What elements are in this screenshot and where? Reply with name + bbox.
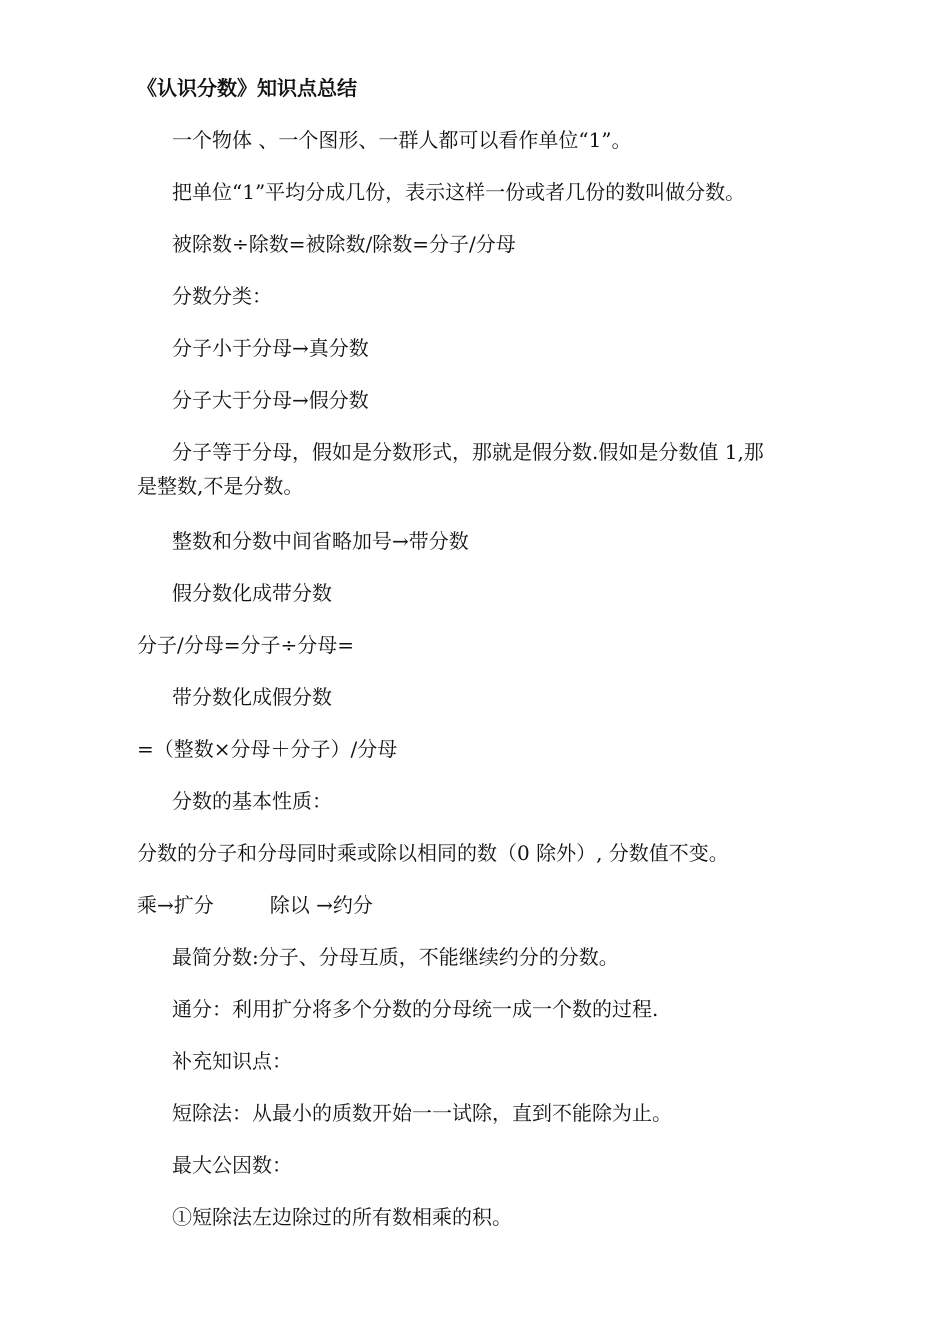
text-line: 分数的分子和分母同时乘或除以相同的数（0 除外）, 分数值不变。 — [137, 841, 729, 865]
text-line: 最简分数:分子、分母互质，不能继续约分的分数。 — [172, 945, 619, 969]
text-line: 整数和分数中间省略加号→带分数 — [172, 529, 469, 553]
paragraph-wrapped — [137, 435, 837, 503]
text-line: 分数的基本性质： — [172, 789, 332, 813]
text-line: 把单位“1”平均分成几份，表示这样一份或者几份的数叫做分数。 — [172, 180, 746, 204]
text-line: ①短除法左边除过的所有数相乘的积。 — [172, 1205, 512, 1229]
text-line: 补充知识点： — [172, 1049, 292, 1073]
text-line: 是整数,不是分数。 — [137, 474, 304, 498]
text-line: 分子/分母=分子÷分母= — [137, 633, 355, 657]
text-line: 分子小于分母→真分数 — [172, 336, 369, 360]
text-segment: 除以 →约分 — [269, 893, 373, 917]
text-line: 最大公因数： — [172, 1153, 292, 1177]
text-line: =（整数×分母＋分子）/分母 — [137, 737, 398, 761]
text-line: 分子大于分母→假分数 — [172, 388, 369, 412]
text-line: 分子等于分母，假如是分数形式，那就是假分数.假如是分数值 1,那 — [172, 440, 764, 464]
text-line: 假分数化成带分数 — [172, 581, 332, 605]
text-line: 短除法：从最小的质数开始一一试除，直到不能除为止。 — [172, 1101, 672, 1125]
text-line: 被除数÷除数=被除数/除数=分子/分母 — [172, 232, 516, 256]
text-line: 分数分类： — [172, 284, 272, 308]
text-line: 带分数化成假分数 — [172, 685, 332, 709]
text-line: 通分：利用扩分将多个分数的分母统一成一个数的过程. — [172, 997, 659, 1021]
text-line: 一个物体 、一个图形、一群人都可以看作单位“1”。 — [172, 128, 632, 152]
document-title: 《认识分数》知识点总结 — [137, 76, 357, 100]
text-segment: 乘→扩分 — [137, 893, 214, 917]
text-line-pair — [137, 888, 837, 922]
